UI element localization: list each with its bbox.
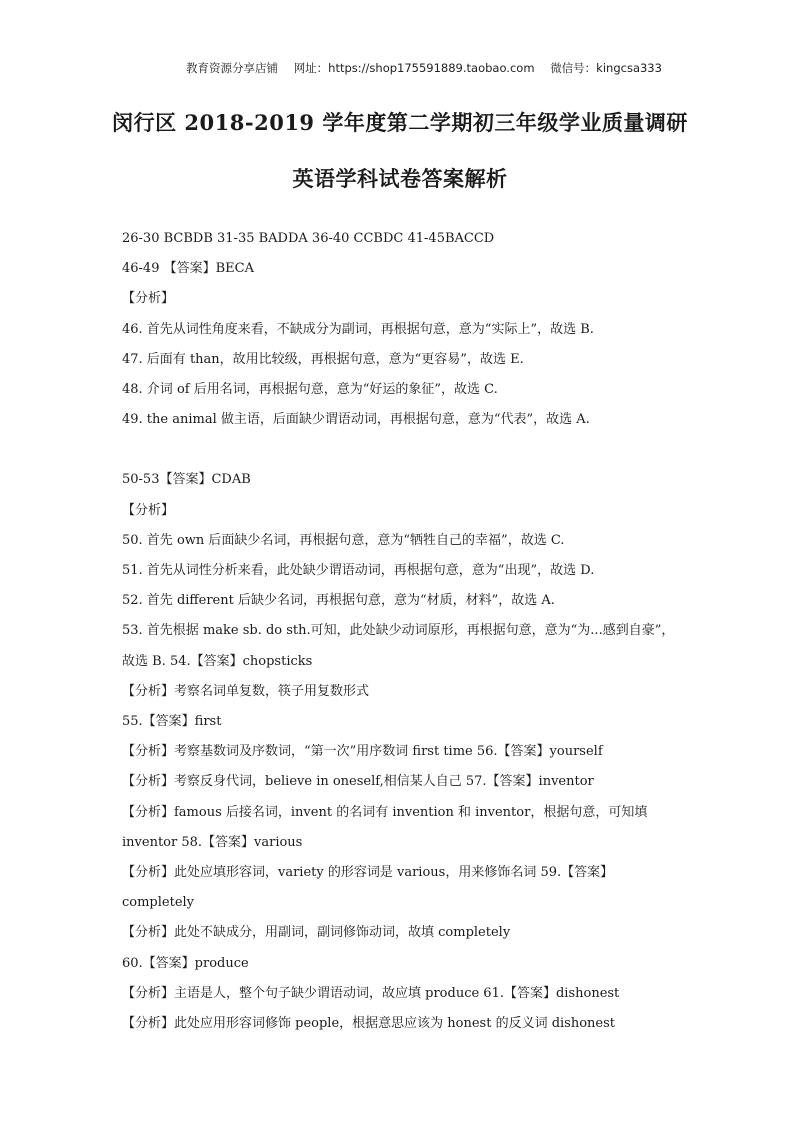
analysis-heading: 【分析】 (122, 291, 175, 307)
analysis-line: 46. 首先从词性角度来看，不缺成分为副词，再根据句意，意为“实际上”，故选 B. (122, 321, 594, 337)
answer-line: 60.【答案】produce (122, 955, 249, 971)
document-subtitle: 英语学科试卷答案解析 (292, 166, 508, 191)
analysis-line: 47. 后面有 than，故用比较级，再根据句意，意为“更容易”，故选 E. (122, 351, 524, 367)
analysis-line: 48. 介词 of 后用名词，再根据句意，意为“好运的象征”，故选 C. (122, 382, 498, 398)
spacer (122, 435, 682, 465)
analysis-line: 53. 首先根据 make sb. do sth.可知，此处缺少动词原形，再根据句意，意为“为...感到自豪”，故选 B. 54.【答案】chopsticks (122, 623, 675, 669)
page-header (0, 60, 800, 76)
analysis-line: 52. 首先 different 后缺少名词，再根据句意，意为“材质，材料”，故选 A. (122, 593, 555, 609)
analysis-line: 51. 首先从词性分析来看，此处缺少谓语动词，再根据句意，意为“出现”，故选 D. (122, 563, 595, 579)
analysis-line: 【分析】考察基数词及序数词，“第一次”用序数词 first time 56.【答案】yourself (122, 744, 603, 760)
answer-line: 46-49 【答案】BECA (122, 261, 254, 277)
analysis-line: 【分析】考察名词单复数，筷子用复数形式 (122, 683, 370, 699)
analysis-line: 49. the animal 做主语，后面缺少谓语动词，再根据句意，意为“代表”，故选 A. (122, 412, 590, 428)
analysis-line: 【分析】考察反身代词，believe in oneself,相信某人自己 57.【答案】inventor (122, 774, 594, 790)
answer-line: 55.【答案】first (122, 714, 222, 730)
analysis-line: 【分析】此处应填形容词，variety 的形容词是 various，用来修饰名词 59.【答案】completely (122, 865, 614, 911)
analysis-line: 【分析】主语是人，整个句子缺少谓语动词，故应填 produce 61.【答案】dishonest (122, 985, 620, 1001)
shop-name: 教育资源分享店铺 (186, 61, 279, 75)
analysis-line: 【分析】此处应用形容词修饰 people，根据意思应该为 honest 的反义词 dishonest (122, 1016, 616, 1032)
wechat-id: 微信号：kingcsa333 (550, 61, 662, 75)
answer-body (122, 224, 682, 1039)
analysis-line: 【分析】famous 后接名词，invent 的名词有 invention 和 inventor，根据句意，可知填 inventor 58.【答案】various (122, 804, 648, 850)
answer-line: 50-53【答案】CDAB (122, 472, 251, 488)
analysis-line: 【分析】此处不缺成分，用副词，副词修饰动词，故填 completely (122, 925, 511, 941)
analysis-line: 50. 首先 own 后面缺少名词，再根据句意，意为“牺牲自己的幸福”，故选 C. (122, 532, 565, 548)
answer-line: 26-30 BCBDB 31-35 BADDA 36-40 CCBDC 41-45BACCD (122, 231, 495, 246)
analysis-heading: 【分析】 (122, 502, 175, 518)
shop-url: 网址：https://shop175591889.taobao.com (293, 61, 535, 75)
document-title: 闵行区 2018-2019 学年度第二学期初三年级学业质量调研 (112, 110, 688, 135)
